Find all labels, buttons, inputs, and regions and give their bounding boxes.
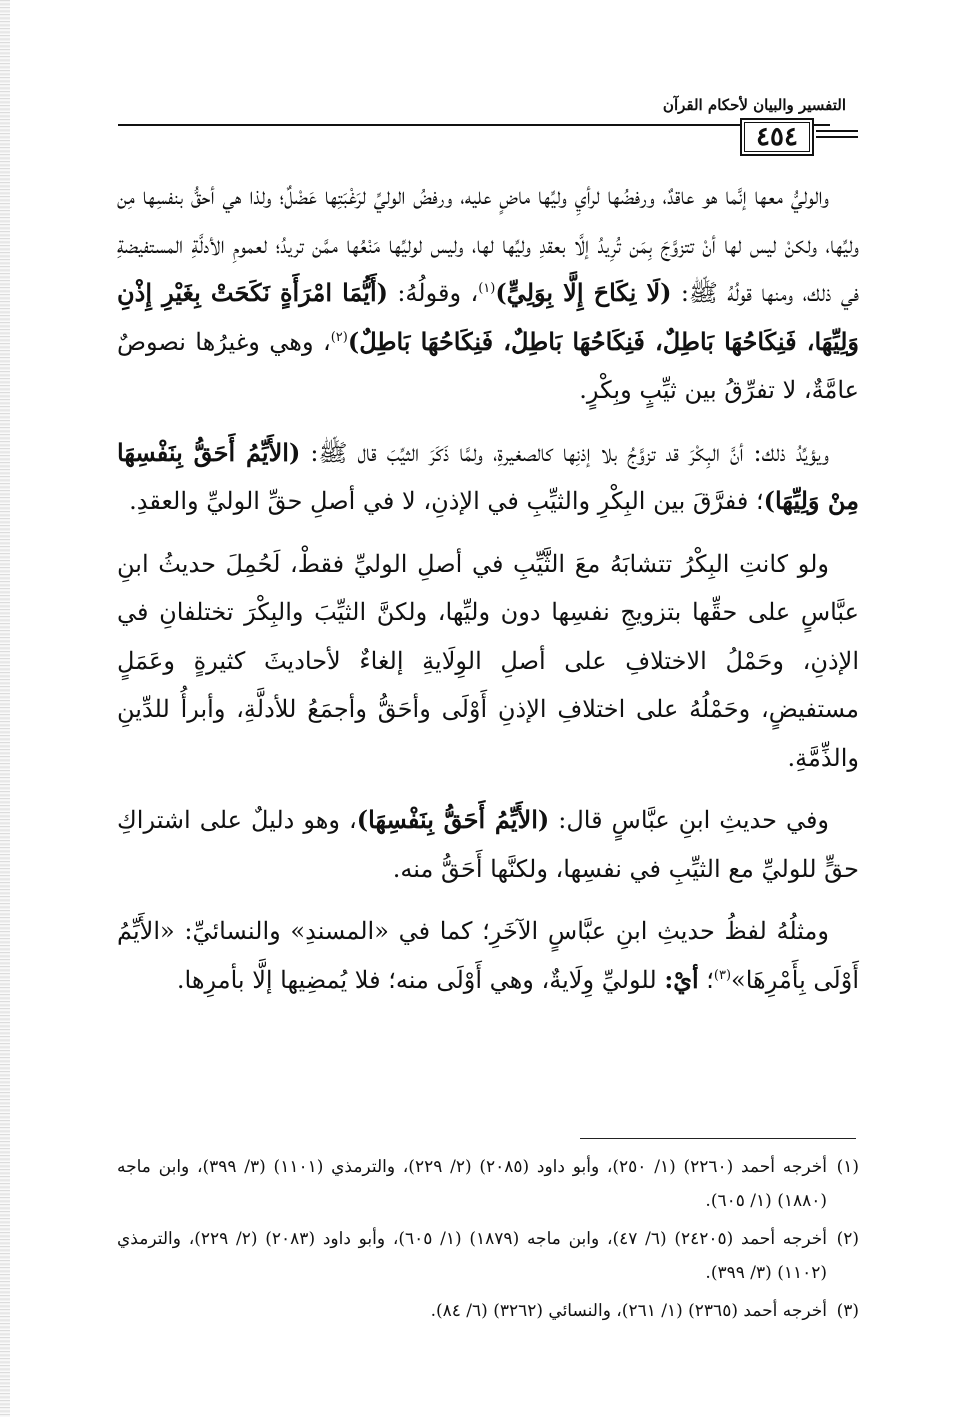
text-run: ومثلُهُ لفظُ حديثِ ابنِ عبَّاسٍ الآخَرِ؛ كما في «المسندِ» والنسائيِّ: «الأَيِّمُ أَوْلَى بِأَمْرِهَا» [117,917,859,994]
footnote-separator [580,1138,856,1139]
text-run: والوليُّ معها إنَّما هو عاقدٌ، ورفضُها لرأيِ وليِّها ماضٍ عليه، ورفضُ الوليِّ لرَغْبَتِها عَضْلٌ؛ ولذا هي أحقُّ بنفسِها مِن وليِّها، ولكنْ ليس لها أنْ تتزوَّجَ بِمَن تُرِيدُ إلَّا بعقدِ وليِّها لها، وليس لوليِّها مَنْعُها ممَّن تريدُ؛ لعمومِ الأدلَّةِ المستفيضةِ في ذلك، ومنها قولُهُ ﷺ: [117,182,859,307]
page-number-rule-top [816,130,858,132]
text-run: ، وهي وغيرُها نصوصٌ عامَّةٌ، لا تفرِّقُ بين ثيِّبٍ وبِكْرٍ. [117,327,859,404]
paragraph-2 [117,429,859,526]
footnote-text: أخرجه أحمد (٢٤٢٠٥) (٦/ ٤٧)، وابن ماجه (١٨٧٩) (١/ ٦٠٥)، وأبو داود (٢٠٨٣) (٢/ ٢٢٩)، والترمذي (١١٠٢) (٣/ ٣٩٩). [117,1229,828,1283]
main-text [117,172,859,1018]
text-run: ؛ [698,965,714,994]
text-run: للوليِّ وِلَايةٌ، وهي أَوْلَى منه؛ فلا يُمضِيها إلَّا بأمرِها. [176,965,665,994]
footnote-number: (١) [836,1157,859,1177]
header-rule [118,124,830,126]
footnote-3 [117,1294,859,1328]
footnote-2 [117,1222,859,1290]
explanation-marker: أيْ: [664,964,699,994]
footnote-text: أخرجه أحمد (٢٢٦٠) (١/ ٢٥٠)، وأبو داود (٢٠٨٥) (٢/ ٢٢٩)، والترمذي (١١٠١) (٣/ ٣٩٩)، وابن ماجه (١٨٨٠) (١/ ٦٠٥). [117,1157,827,1211]
footnote-text: أخرجه أحمد (٢٣٦٥) (١/ ٢٦١)، والنسائي (٣٢٦٢) (٦/ ٨٤). [430,1301,827,1321]
hadith-quote: (الأَيِّمُ أَحَقُّ بِنَفْسِهَا) [356,805,550,834]
text-run: ؛ ففرَّقَ بين البِكْرِ والثيِّبِ في الإذنِ، لا في أصلِ حقِّ الوليِّ والعقدِ. [129,487,764,515]
hadith-quote: (لَا نِكَاحَ إِلَّا بِوَلِيٍّ) [495,278,672,307]
text-run: وفي حديثِ ابنِ عبَّاسٍ قال: [549,806,830,834]
footnote-ref: (٣) [713,967,732,983]
text-run: ولو كانتِ البِكْرُ تتشابَهُ معَ الثَّيِّبِ في أصلِ الوليِّ فقطْ، لَحُمِلَ حديثُ ابنِ عبَّاسٍ على حقِّها بتزويجِ نفسِها دون وليِّها، ولكنَّ الثيِّبَ والبِكْرَ تختلفانِ في الإذنِ، وحَمْلُ الاختلافِ على أصلِ الوِلَايةِ إلغاءٌ لأحاديثَ كثيرةٍ وعَمَلٍ مستفيضٍ، وحَمْلُهُ على اختلافِ الإذنِ أَوْلَى وأحَقُّ وأجمَعُ للأدلَّةِ، وأبرأُ للدِّينِ والذِّمَّةِ. [117,549,859,772]
footnote-number: (٣) [836,1301,859,1321]
page-number-rule-bottom [816,136,858,138]
book-title-header: التفسير والبيان لأحكام القرآن [662,96,846,114]
page-number: ٤٥٤ [756,122,798,152]
footnote-1 [117,1150,859,1218]
paragraph-1 [117,172,859,415]
footnote-ref: (٢) [330,329,348,345]
text-run: ، وقولُهُ: [387,279,479,307]
paragraph-4 [117,796,859,893]
paragraph-5 [117,907,859,1004]
text-run: ، وهو دليلٌ على اشتراكِ حقٍّ للوليِّ مع الثيِّبِ في نفسِها، ولكنَّها أَحَقُّ منه. [117,806,859,883]
scan-edge-noise [0,0,10,1417]
paragraph-3 [117,540,859,783]
footnote-number: (٢) [836,1229,859,1249]
footnote-ref: (١) [478,281,496,296]
footnotes [117,1150,859,1332]
text-run: ويؤيِّدُ ذلك: أنَّ البِكْرَ قد تزوَّجُ بلا إذنِها كالصغيرةِ، ولمَّا ذَكَرَ الثيِّبَ قال ﷺ: [300,438,829,467]
hadith-quote: (الأَيِّمُ أَحَقُّ بِنَفْسِهَا مِنْ وَلِيِّهَا) [117,437,859,515]
page-number-box [740,118,814,156]
hadith-quote: (أَيُّمَا امْرَأَةٍ نَكَحَتْ بِغَيْرِ إِذْنِ وَلِيِّهَا، فَنِكَاحُهَا بَاطِلٌ، فَنِكَاحُهَا بَاطِلٌ، فَنِكَاحُهَا بَاطِلٌ) [117,278,859,356]
